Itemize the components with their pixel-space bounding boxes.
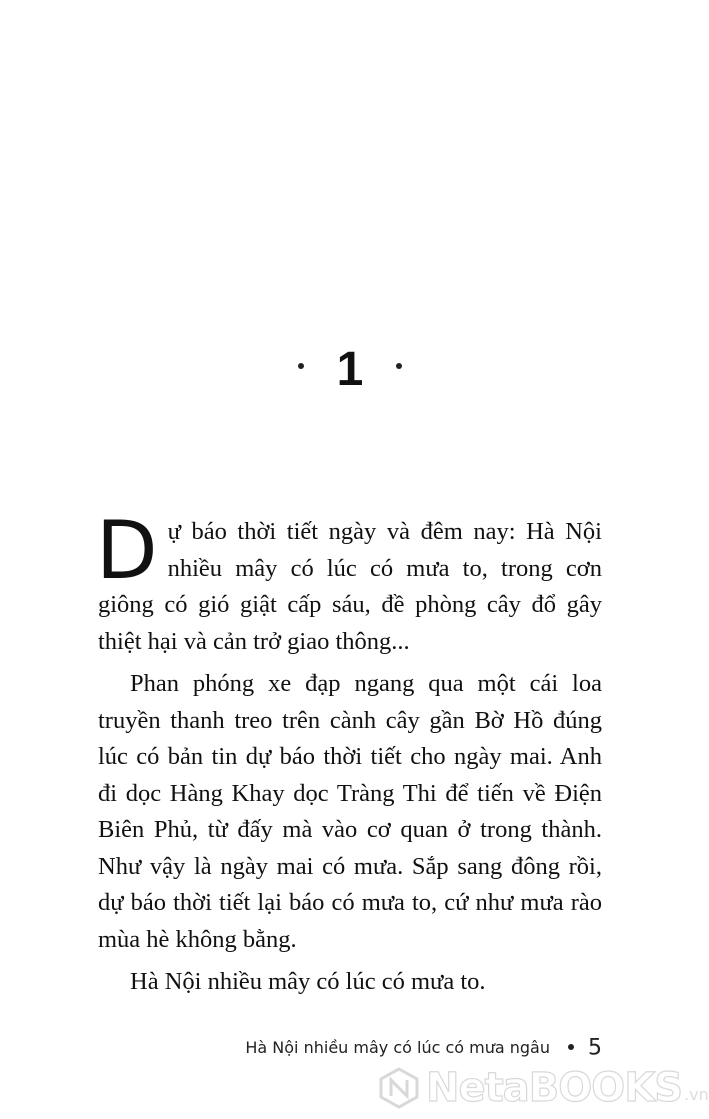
- chapter-dot-left: [298, 363, 304, 369]
- chapter-dot-right: [396, 363, 402, 369]
- running-title: Hà Nội nhiều mây có lúc có mưa ngâu: [245, 1038, 550, 1057]
- paragraph-1: [96, 504, 602, 660]
- chapter-heading: [0, 338, 700, 402]
- page-number: 5: [588, 1035, 602, 1061]
- watermark-brand: NetaBOOKS: [426, 1065, 683, 1111]
- paragraph-3: Hà Nội nhiều mây có lúc có mưa to.: [130, 968, 486, 995]
- paragraph-2: Phan phóng xe đạp ngang qua một cái loa truyền thanh treo trên cành cây gần Bờ Hồ đúng lúc có bản tin dự báo thời tiết cho ngày mai. Anh đi dọc Hàng Khay dọc Tràng Thi để tiến về Điện Biên Phủ, từ đấy mà vào cơ quan ở trong thành. Như vậy là ngày mai có mưa. Sắp sang đông rồi, dự báo thời tiết lại báo có mưa to, cứ như mưa rào mùa hè không bằng.: [98, 670, 602, 953]
- chapter-number: 1: [336, 343, 364, 396]
- page-footer: [245, 1036, 602, 1061]
- watermark: [378, 1064, 709, 1112]
- footer-bullet: [568, 1044, 574, 1050]
- drop-cap: D: [96, 504, 158, 597]
- neta-logo-icon: [378, 1067, 420, 1109]
- watermark-tld: .vn: [684, 1085, 709, 1104]
- paragraph-1-text: ự báo thời tiết ngày và đêm nay: Hà Nội nhiều mây có lúc có mưa to, trong cơn giông có gió giật cấp sáu, đề phòng cây đổ gây thiệt hại và cản trở giao thông...: [98, 518, 602, 655]
- chapter-body: [96, 504, 602, 1001]
